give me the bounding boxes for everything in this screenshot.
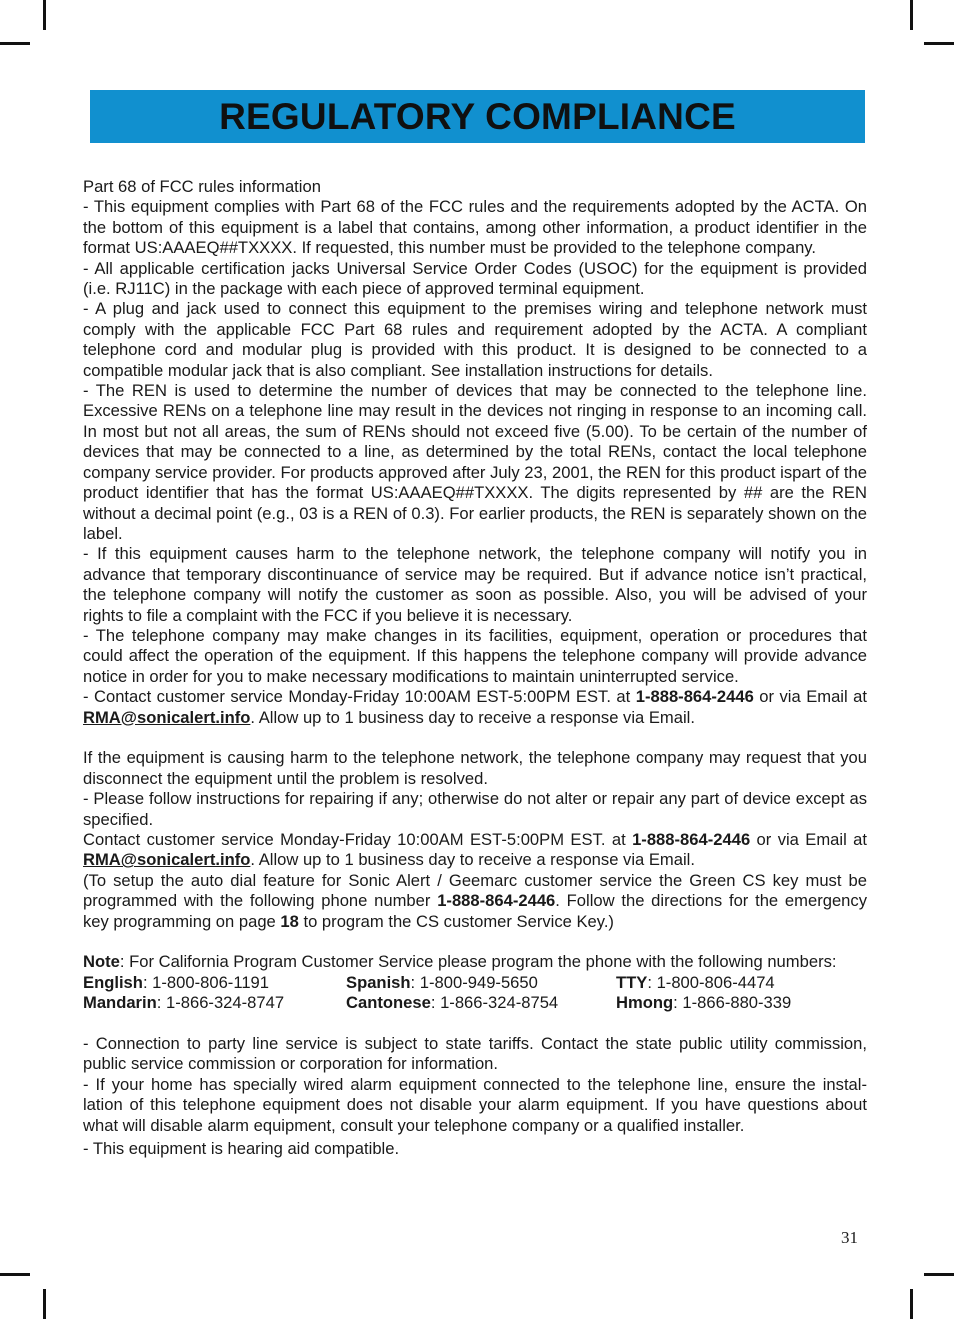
phone-number: 1-888-864-2446 [635, 687, 754, 707]
text-run: Contact customer service Monday-Friday 10:00AM EST-5:00PM EST. at [83, 829, 633, 849]
text-run: (To setup the auto dial feature for Sonic Alert / Geemarc customer service the Green CS key must be programmed with the following phone number [83, 870, 867, 911]
language-entry [346, 993, 616, 1013]
section-title: Part 68 of FCC rules information [83, 177, 321, 196]
crop-mark [0, 1273, 30, 1276]
crop-mark [924, 42, 954, 45]
paragraph: - All applicable certification jacks Universal Service Order Codes (USOC) for the equipment is provided (i.e. RJ11C) in the package with each piece of approved terminal equipment. [83, 258, 867, 299]
text-run: . Allow up to 1 business day to receive a response via Email. [250, 850, 695, 870]
language-name: TTY [616, 972, 648, 992]
crop-mark [43, 0, 46, 30]
contact-paragraph [83, 830, 867, 871]
language-entry [83, 993, 346, 1013]
crop-mark [0, 42, 30, 45]
language-entry [83, 973, 346, 993]
note-label: Note [83, 952, 120, 972]
phone-number: 1-888-864-2446 [632, 829, 751, 849]
paragraph: - This equipment is hearing aid compatible. [83, 1139, 400, 1159]
paragraph: If the equipment is causing harm to the telephone network, the telephone company may request that you disconnect the equipment until the problem is resolved. [83, 748, 867, 788]
paragraph: - This equipment complies with Part 68 of the FCC rules and the requirements adopted by the ACTA. On the bottom of this equipment is a label that contains, among other information, a product identifier in the format US:AAAEQ##TXXXX. If requested, this number must be provided to the telephone company. [83, 197, 867, 258]
paragraph: - Please follow instructions for repairing if any; otherwise do not alter or repair any part of device except as specified. [83, 789, 867, 829]
email-link[interactable]: RMA@sonicalert.info [83, 850, 251, 870]
paragraph: - A plug and jack used to connect this equipment to the premises wiring and telephone network must comply with the applicable FCC Part 68 rules and requirement adopted by the ACTA. A compliant telephone cord and modular plug is provided with this product. It is designed to be connected to a compatible modular jack that is also compliant. See installation instructions for details. [83, 299, 867, 380]
language-row [83, 993, 867, 1013]
language-name: English [83, 972, 143, 992]
language-name: Mandarin [83, 993, 157, 1013]
language-entry [616, 993, 791, 1013]
page-title: REGULATORY COMPLIANCE [219, 95, 736, 137]
contact-paragraph [83, 687, 867, 728]
language-entry [616, 973, 775, 993]
text-run: or via Email at [753, 687, 867, 707]
text-run: to program the CS customer Service Key.) [298, 911, 614, 931]
language-name: Hmong [616, 993, 674, 1013]
phone-number: 1-888-864-2446 [437, 891, 556, 911]
page-reference: 18 [280, 911, 299, 931]
text-run: - Contact customer service Monday-Friday 10:00AM EST-5:00PM EST. at [83, 687, 636, 707]
text-run: . Follow the directions for the emergency key programming on page [83, 891, 867, 931]
crop-mark [43, 1289, 46, 1319]
language-number: : 1-800-806-4474 [647, 972, 775, 992]
paragraph: - The REN is used to determine the number of devices that may be connected to the telephone line. Excessive RENs on a telephone line may result in the devices not ringing in response to an incoming call. In most but not all areas, the sum of RENs should not exceed five (5.00). To be certain of the number of devices that may be connected to a line, as determined by the total RENs, contact the local telephone company service provider. For products approved after July 23, 2001, the REN for this product ispart of the product identifier that has the format US:AAAEQ##TXXXX. The digits represented by ## are the REN without a decimal point (e.g., 03 is a REN of 0.3). For earlier products, the REN is separately shown on the label. [83, 381, 867, 543]
note-text: : For California Program Customer Service please program the phone with the following numbers: [119, 952, 837, 972]
language-entry [346, 973, 616, 993]
language-name: Cantonese [346, 993, 431, 1013]
paragraph: - If this equipment causes harm to the telephone network, the telephone company will notify you in advance that temporary discontinuance of service may be required. But if advance notice isn’t practical, the telephone company will notify the customer as soon as possible. Also, you will be advised of your rights to file a complaint with the FCC if you believe it is necessary. [83, 544, 867, 625]
regulatory-text [83, 177, 867, 1159]
language-number: : 1-800-949-5650 [410, 972, 538, 992]
autodial-paragraph [83, 871, 867, 932]
paragraph: - Connection to party line service is subject to state tariffs. Contact the state public utility commission, public service commission or corporation for information. [83, 1034, 867, 1074]
note-paragraph [83, 952, 867, 972]
crop-mark [910, 0, 913, 30]
language-number: : 1-866-880-339 [673, 993, 792, 1013]
paragraph: - If your home has specially wired alarm equipment connected to the telephone line, ensure the instal-lation of this telephone equipment does not disable your alarm equipment. If you have questions about what will disable alarm equipment, consult your telephone company or a qualified installer. [83, 1074, 867, 1135]
language-name: Spanish [346, 972, 411, 992]
crop-mark [910, 1289, 913, 1319]
paragraph: - The telephone company may make changes in its facilities, equipment, operation or procedures that could affect the operation of the equipment. If this happens the telephone company will provide advance notice in order for you to make necessary modifications to maintain uninterrupted service. [83, 625, 867, 686]
email-link[interactable]: RMA@sonicalert.info [83, 707, 251, 727]
text-run: . Allow up to 1 business day to receive a response via Email. [250, 707, 695, 727]
crop-mark [924, 1273, 954, 1276]
language-number: : 1-866-324-8754 [430, 993, 559, 1013]
text-run: or via Email at [750, 829, 867, 849]
language-number: : 1-866-324-8747 [156, 993, 285, 1013]
language-row [83, 973, 867, 993]
title-banner [90, 90, 865, 143]
page-number: 31 [841, 1228, 858, 1247]
language-number: : 1-800-806-1191 [142, 972, 270, 992]
